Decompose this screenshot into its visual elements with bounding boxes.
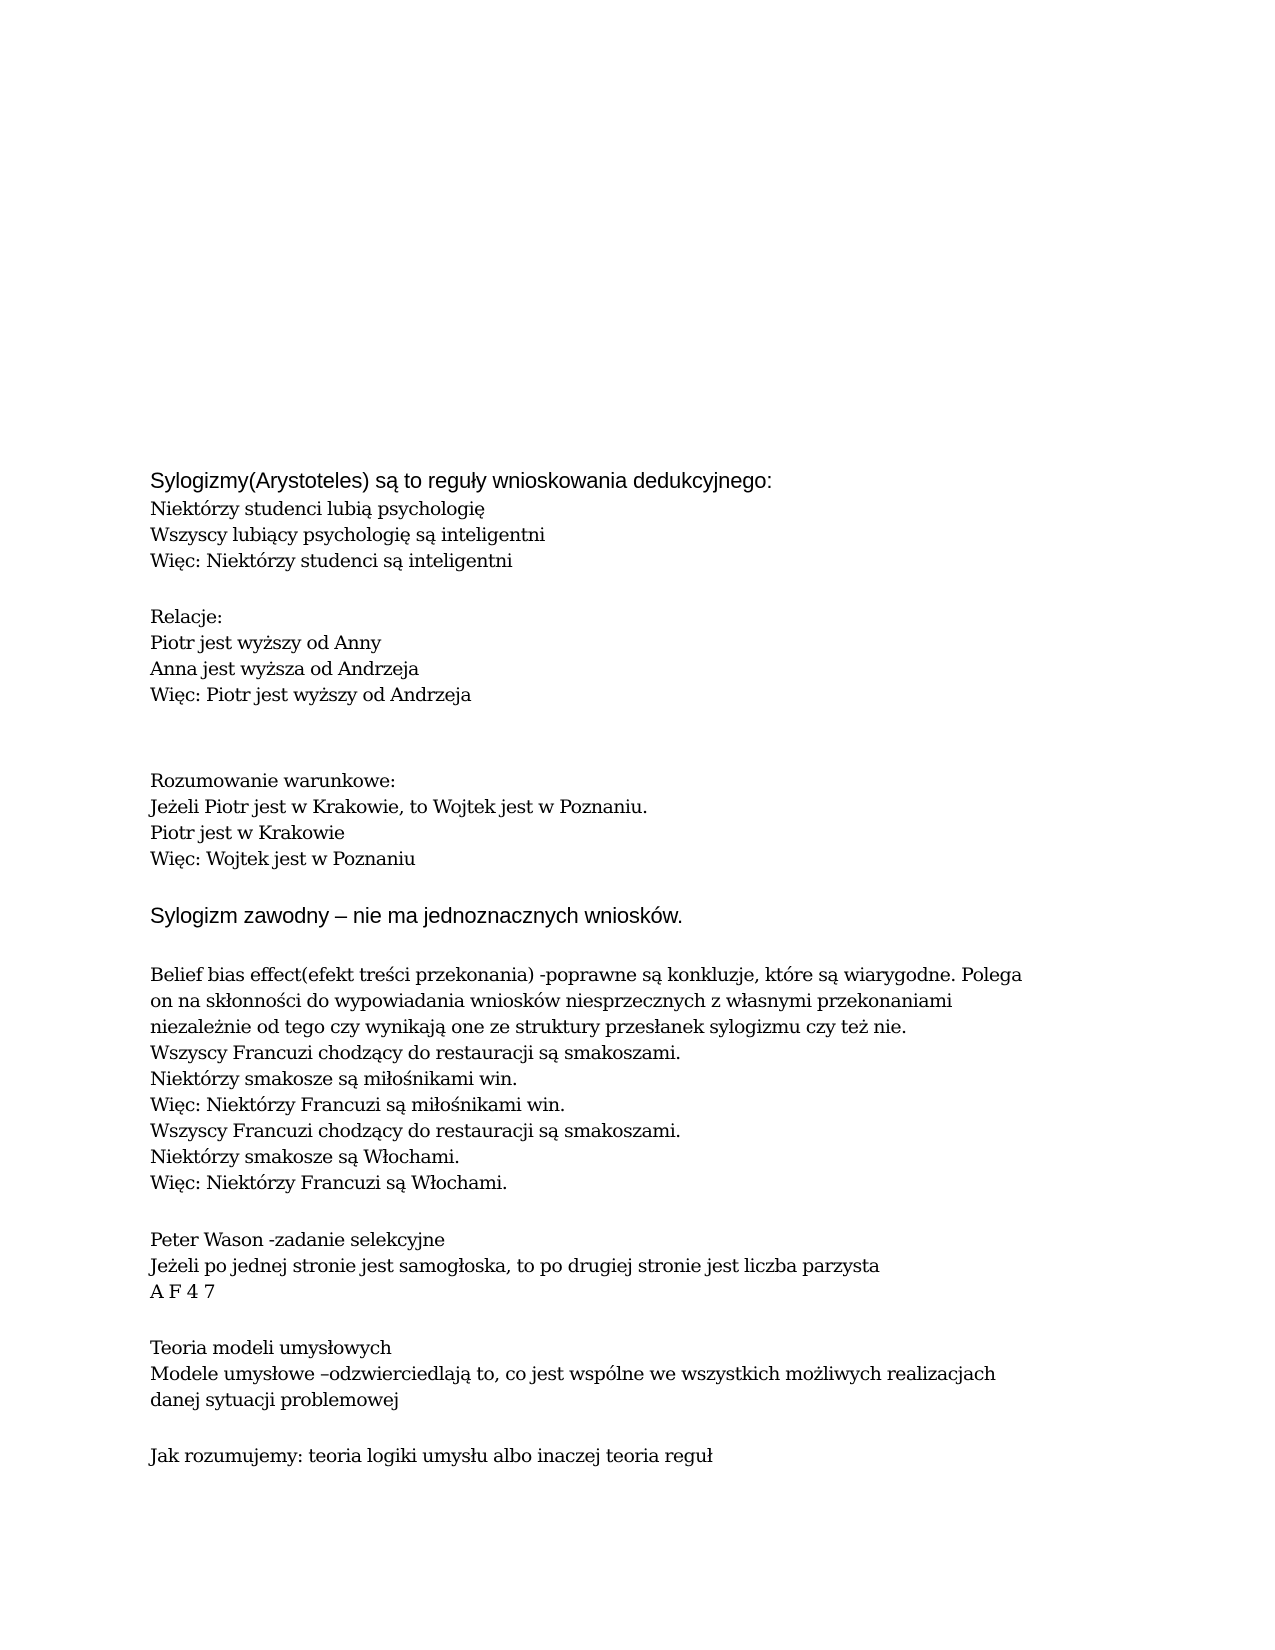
paragraph-line: danej sytuacji problemowej: [150, 1389, 399, 1411]
text-line: Więc: Niektórzy studenci są inteligentni: [150, 550, 513, 572]
text-line: Anna jest wyższa od Andrzeja: [150, 658, 419, 680]
section-heading-syllogisms: Sylogizmy(Arystoteles) są to reguły wnioskowania dedukcyjnego:: [150, 468, 773, 493]
text-line: Wszyscy lubiący psychologię są inteligentni: [150, 524, 545, 546]
text-line: Niektórzy smakosze są miłośnikami win.: [150, 1068, 518, 1090]
paragraph-line: on na skłonności do wypowiadania wniosków niesprzecznych z własnymi przekonaniami: [150, 990, 952, 1012]
text-line: Wszyscy Francuzi chodzący do restauracji są smakoszami.: [150, 1120, 681, 1142]
text-line: Jeżeli Piotr jest w Krakowie, to Wojtek jest w Poznaniu.: [150, 796, 648, 818]
text-line: Jeżeli po jednej stronie jest samogłoska, to po drugiej stronie jest liczba parzysta: [150, 1255, 880, 1277]
text-line: Więc: Niektórzy Francuzi są miłośnikami win.: [150, 1094, 565, 1116]
text-line: Piotr jest w Krakowie: [150, 822, 345, 844]
section-heading-wason: Peter Wason -zadanie selekcyjne: [150, 1229, 445, 1251]
text-line: Piotr jest wyższy od Anny: [150, 632, 381, 654]
section-heading-fallible-syllogism: Sylogizm zawodny – nie ma jednoznacznych wniosków.: [150, 903, 683, 928]
paragraph-line: Modele umysłowe –odzwierciedlają to, co jest wspólne we wszystkich możliwych realizacjach: [150, 1363, 996, 1385]
text-line: Więc: Piotr jest wyższy od Andrzeja: [150, 684, 472, 706]
text-line: A F 4 7: [150, 1281, 215, 1303]
paragraph-line: Belief bias effect(efekt treści przekonania) -poprawne są konkluzje, które są wiarygodne. Polega: [150, 964, 1022, 986]
section-heading-relations: Relacje:: [150, 606, 223, 628]
text-line: Niektórzy smakosze są Włochami.: [150, 1146, 460, 1168]
text-line: Wszyscy Francuzi chodzący do restauracji są smakoszami.: [150, 1042, 681, 1064]
text-line: Więc: Niektórzy Francuzi są Włochami.: [150, 1172, 508, 1194]
section-heading-mental-models: Teoria modeli umysłowych: [150, 1337, 392, 1359]
text-line: Więc: Wojtek jest w Poznaniu: [150, 848, 416, 870]
section-heading-conditional-reasoning: Rozumowanie warunkowe:: [150, 770, 396, 792]
text-line: Jak rozumujemy: teoria logiki umysłu albo inaczej teoria reguł: [150, 1445, 713, 1467]
paragraph-line: niezależnie od tego czy wynikają one ze struktury przesłanek sylogizmu czy też nie.: [150, 1016, 907, 1038]
text-line: Niektórzy studenci lubią psychologię: [150, 498, 485, 520]
